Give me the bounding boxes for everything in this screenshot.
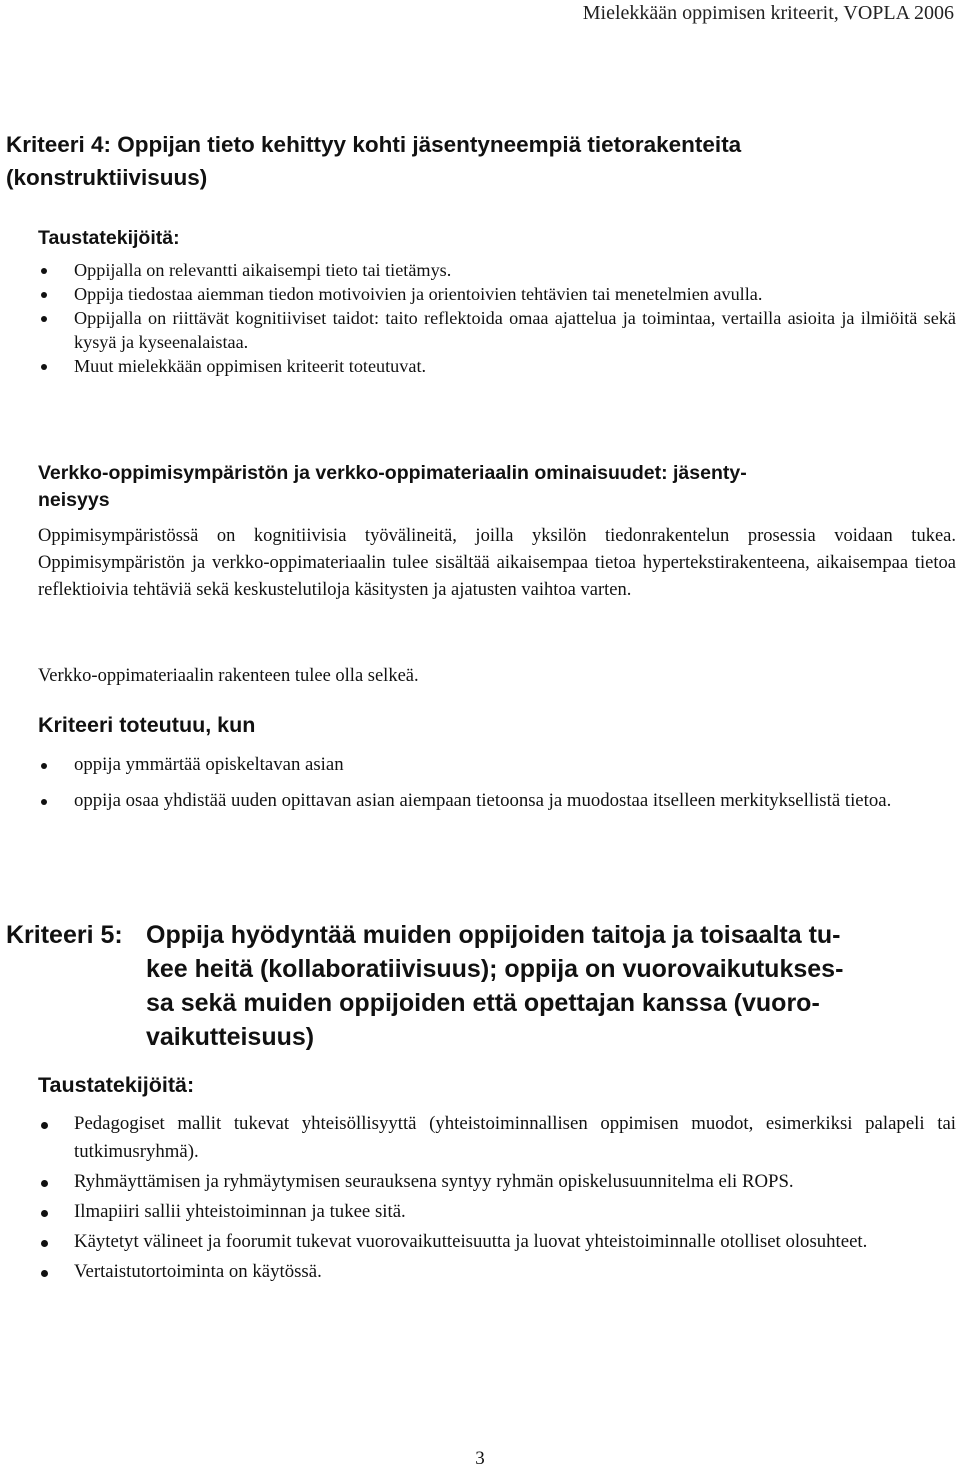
list-item: oppija osaa yhdistää uuden opittavan asian aiempaan tietoonsa ja muodostaa itselleen merkityksellistä tietoa. xyxy=(38,787,956,814)
k4-taustat-heading: Taustatekijöitä: xyxy=(38,227,180,249)
criterion-5-title-line3: sa sekä muiden oppijoiden että opettajan kanssa (vuoro- xyxy=(146,989,820,1017)
criterion-4-title-line1: Kriteeri 4: Oppijan tieto kehittyy kohti jäsentyneempiä tietorakenteita xyxy=(6,132,742,157)
k4-verkko-heading-line1: Verkko-oppimisympäristön ja verkko-oppimateriaalin ominaisuudet: jäsenty- xyxy=(38,462,747,484)
k5-taustat-heading: Taustatekijöitä: xyxy=(38,1073,195,1097)
list-item: Ryhmäyttämisen ja ryhmäytymisen seurauksena syntyy ryhmän opiskelusuunnitelma eli ROPS. xyxy=(38,1168,956,1196)
list-item: Vertaistutortoiminta on käytössä. xyxy=(38,1258,956,1286)
k4-taustat-list xyxy=(38,258,956,378)
k5-taustat-list xyxy=(38,1110,956,1288)
list-item: Oppijalla on relevantti aikaisempi tieto tai tietämys. xyxy=(38,258,956,282)
running-header: Mielekkään oppimisen kriteerit, VOPLA 2006 xyxy=(582,2,954,24)
list-item: Pedagogiset mallit tukevat yhteisöllisyyttä (yhteistoiminnallisen oppimisen muodot, esimerkiksi palapeli tai tutkimusryhmä). xyxy=(38,1110,956,1166)
k4-verkko-heading xyxy=(38,460,956,514)
criterion-5-title-line2: kee heitä (kollaboratiivisuus); oppija on vuorovaikutukses- xyxy=(146,955,844,983)
page-number: 3 xyxy=(475,1448,485,1469)
list-item: Ilmapiiri sallii yhteistoiminnan ja tukee sitä. xyxy=(38,1198,956,1226)
criterion-4-title-line2: (konstruktiivisuus) xyxy=(6,165,208,190)
k4-verkko-heading-line2: neisyys xyxy=(38,489,110,511)
criterion-5-title-prefix: Kriteeri 5: xyxy=(6,921,123,949)
criterion-5-title-line4: vaikutteisuus) xyxy=(146,1023,315,1051)
criterion-5-title-line1: Oppija hyödyntää muiden oppijoiden taitoja ja toisaalta tu- xyxy=(146,921,841,949)
k4-toteutuu-list xyxy=(38,751,956,823)
list-item: Oppijalla on riittävät kognitiiviset taidot: taito reflektoida omaa ajattelua ja toimintaa, vertailla asioita ja ilmiöitä sekä kysyä ja kyseenalaistaa. xyxy=(38,306,956,354)
k4-toteutuu-heading: Kriteeri toteutuu, kun xyxy=(38,713,256,737)
k4-verkko-paragraph: Oppimisympäristössä on kognitiivisia työvälineitä, joilla yksilön tiedonrakentelun prosessia voidaan tukea. Oppimisympäristön ja verkko-oppimateriaalin tulee sisältää aikaisempaa tietoa hypertekstirakenteena, aikaisempaa tietoa reflektioivia tehtäviä sekä keskustelutiloja käsitysten ja ajatusten vaihtoa varten. xyxy=(38,526,956,600)
list-item: oppija ymmärtää opiskeltavan asian xyxy=(38,751,956,778)
list-item: Käytetyt välineet ja foorumit tukevat vuorovaikutteisuutta ja luovat yhteistoiminnalle otolliset olosuhteet. xyxy=(38,1228,956,1256)
list-item: Muut mielekkään oppimisen kriteerit toteutuvat. xyxy=(38,354,956,378)
criterion-4-title xyxy=(6,128,946,194)
list-item: Oppija tiedostaa aiemman tiedon motivoivien ja orientoivien tehtävien tai menetelmien avulla. xyxy=(38,282,956,306)
k4-verkko-paragraph-2: Verkko-oppimateriaalin rakenteen tulee olla selkeä. xyxy=(38,666,419,686)
criterion-5-title-lines xyxy=(146,918,946,1054)
